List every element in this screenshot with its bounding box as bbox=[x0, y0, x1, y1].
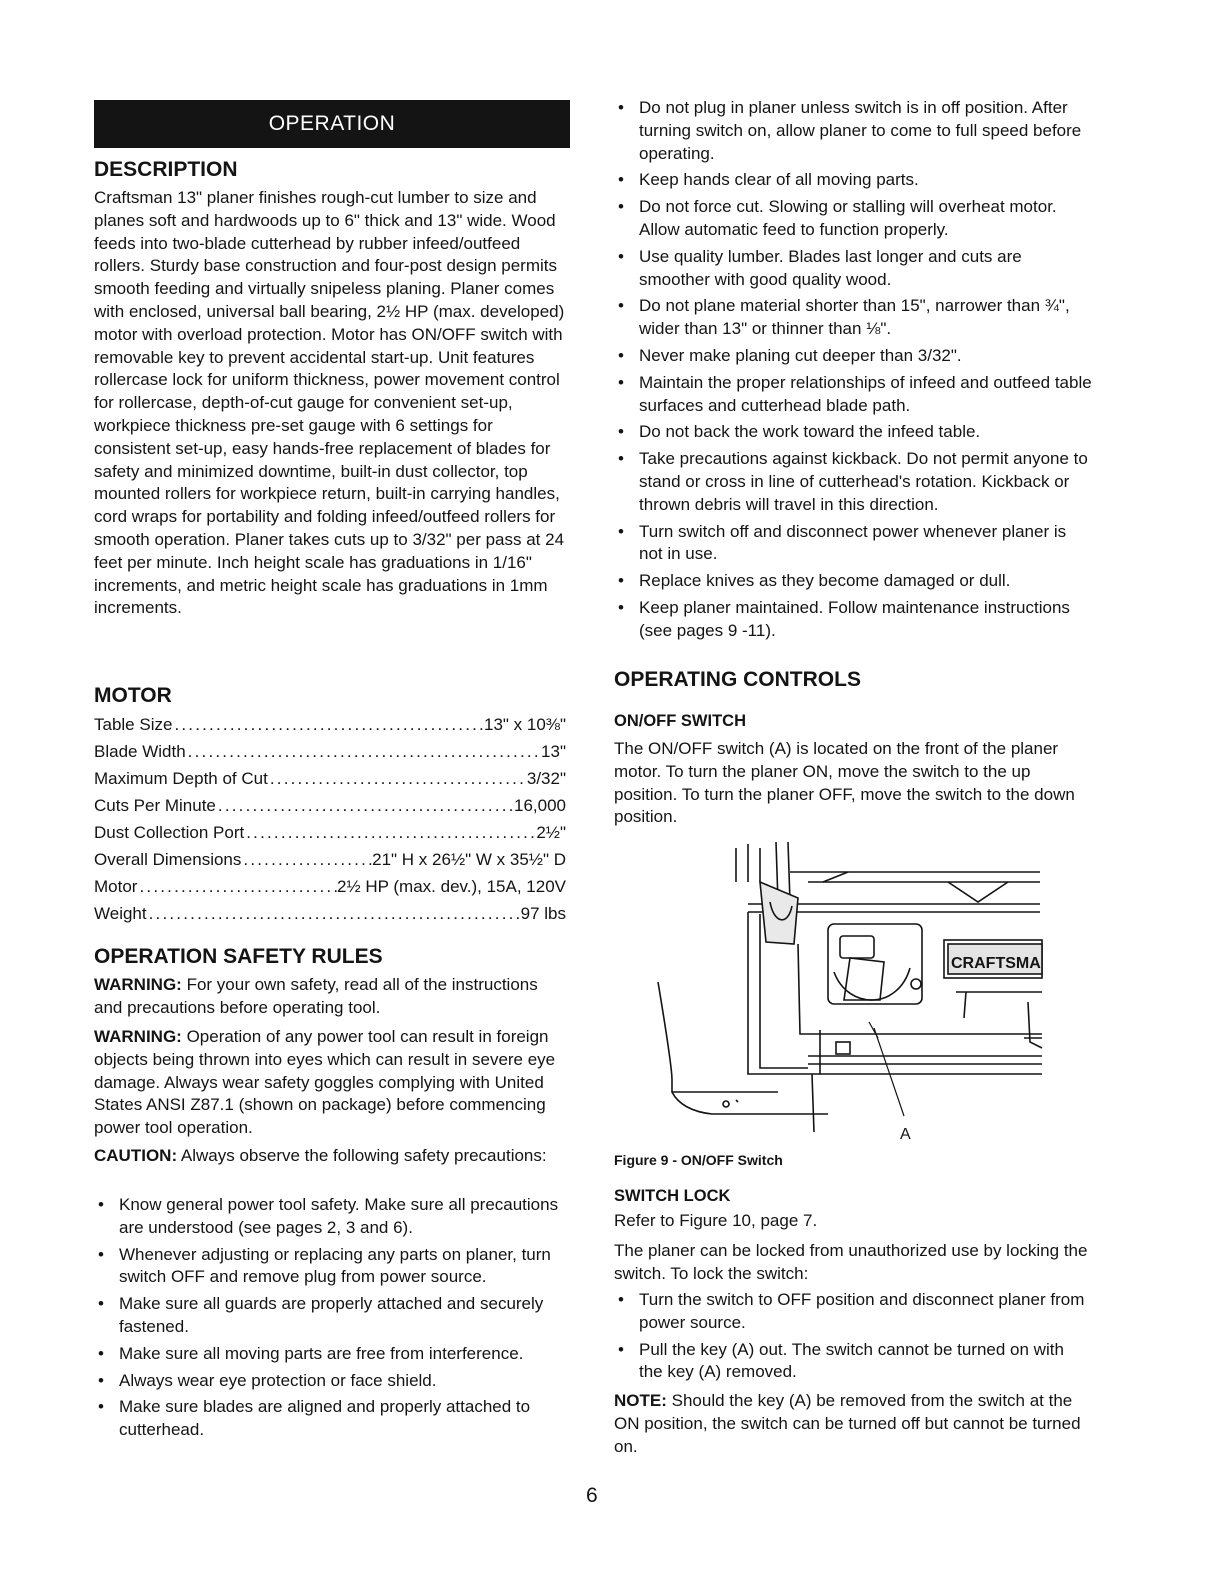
list-item: • Make sure all moving parts are free from interference. bbox=[94, 1343, 570, 1366]
warning-text: For your own safety, read all of the instructions and precautions before operating tool. bbox=[94, 975, 538, 1017]
onoff-heading: ON/OFF SWITCH bbox=[614, 712, 746, 730]
spec-value: 3/32" bbox=[526, 769, 566, 788]
list-item: • Know general power tool safety. Make sure all precautions are understood (see pages 2, 3 and 6). bbox=[94, 1194, 570, 1240]
spec-value: 97 lbs bbox=[520, 904, 566, 923]
spec-row bbox=[94, 819, 566, 846]
warning-label: WARNING: bbox=[94, 1027, 182, 1046]
spec-label: Overall Dimensions bbox=[94, 850, 242, 869]
onoff-text: The ON/OFF switch (A) is located on the front of the planer motor. To turn the planer ON, move the switch to the up position. To turn the planer OFF, move the switch to the down position. bbox=[614, 739, 1075, 827]
page-number: 6 bbox=[586, 1484, 598, 1507]
warning-1 bbox=[94, 974, 564, 1020]
caution-label: CAUTION: bbox=[94, 1146, 178, 1165]
switch-lock-heading: SWITCH LOCK bbox=[614, 1187, 731, 1205]
controls-heading: OPERATING CONTROLS bbox=[614, 668, 861, 691]
spec-label: Motor bbox=[94, 877, 138, 896]
list-item: • Always wear eye protection or face shield. bbox=[94, 1370, 570, 1393]
safety-rules-left bbox=[94, 1194, 570, 1446]
list-item: • Keep hands clear of all moving parts. bbox=[614, 169, 1092, 192]
list-item: • Never make planing cut deeper than 3/32". bbox=[614, 345, 1092, 368]
spec-value: 13" bbox=[541, 742, 566, 761]
list-item: • Whenever adjusting or replacing any parts on planer, turn switch OFF and remove plug from power source. bbox=[94, 1244, 570, 1290]
spec-row bbox=[94, 900, 566, 927]
warning-label: WARNING: bbox=[94, 975, 182, 994]
motor-heading: MOTOR bbox=[94, 684, 172, 707]
leader-dots bbox=[147, 900, 521, 927]
list-item: • Take precautions against kickback. Do not permit anyone to stand or cross in line of cutterhead's rotation. Kickback or thrown debris will travel in this direction. bbox=[614, 448, 1092, 516]
list-item: • Do not force cut. Slowing or stalling will overheat motor. Allow automatic feed to function properly. bbox=[614, 196, 1092, 242]
figure-onoff-switch bbox=[648, 842, 1048, 1142]
figure-brand-text: CRAFTSMA bbox=[951, 955, 1041, 972]
description-heading: DESCRIPTION bbox=[94, 158, 238, 181]
safety-rules-right bbox=[614, 97, 1092, 647]
spec-row bbox=[94, 738, 566, 765]
caution bbox=[94, 1145, 564, 1168]
note bbox=[614, 1390, 1084, 1458]
spec-label: Blade Width bbox=[94, 742, 186, 761]
leader-dots bbox=[241, 846, 372, 873]
spec-value: 16,000 bbox=[514, 796, 566, 815]
list-item: • Turn the switch to OFF position and disconnect planer from power source. bbox=[614, 1289, 1092, 1335]
list-item: • Use quality lumber. Blades last longer and cuts are smoother with good quality wood. bbox=[614, 246, 1092, 292]
spec-value: 13" x 10⅜" bbox=[483, 715, 566, 734]
spec-row bbox=[94, 792, 566, 819]
leader-dots bbox=[186, 738, 541, 765]
list-item: • Replace knives as they become damaged or dull. bbox=[614, 570, 1092, 593]
spec-value: 2½" bbox=[536, 823, 566, 842]
list-item: • Pull the key (A) out. The switch cannot be turned on with the key (A) removed. bbox=[614, 1339, 1092, 1385]
spec-row bbox=[94, 711, 566, 738]
leader-dots bbox=[137, 873, 337, 900]
spec-label: Cuts Per Minute bbox=[94, 796, 216, 815]
leader-dots bbox=[216, 792, 514, 819]
figure-label-a: A bbox=[900, 1126, 911, 1142]
caution-text: Always observe the following safety precautions: bbox=[180, 1146, 547, 1165]
warning-2 bbox=[94, 1026, 564, 1140]
spec-label: Dust Collection Port bbox=[94, 823, 245, 842]
spec-value: 21" H x 26½" W x 35½" D bbox=[372, 850, 566, 869]
spec-value: 2½ HP (max. dev.), 15A, 120V bbox=[337, 877, 566, 896]
switch-lock-intro: The planer can be locked from unauthorized use by locking the switch. To lock the switch: bbox=[614, 1241, 1088, 1283]
leader-dots bbox=[172, 711, 484, 738]
section-banner: OPERATION bbox=[94, 100, 570, 148]
spec-row bbox=[94, 765, 566, 792]
figure-caption: Figure 9 - ON/OFF Switch bbox=[614, 1152, 783, 1168]
list-item: • Turn switch off and disconnect power whenever planer is not in use. bbox=[614, 521, 1092, 567]
list-item: • Do not back the work toward the infeed table. bbox=[614, 421, 1092, 444]
list-item: • Make sure all guards are properly attached and securely fastened. bbox=[94, 1293, 570, 1339]
note-text: Should the key (A) be removed from the switch at the ON position, the switch can be turned off but cannot be turned on. bbox=[614, 1391, 1081, 1456]
leader-dots bbox=[244, 819, 536, 846]
switch-lock-steps bbox=[614, 1289, 1092, 1388]
list-item: • Do not plane material shorter than 15", narrower than ¾", wider than 13" or thinner than ⅛". bbox=[614, 295, 1092, 341]
safety-heading: OPERATION SAFETY RULES bbox=[94, 945, 383, 968]
spec-label: Table Size bbox=[94, 715, 173, 734]
leader-dots bbox=[268, 765, 527, 792]
spec-label: Weight bbox=[94, 904, 147, 923]
note-label: NOTE: bbox=[614, 1391, 667, 1410]
spec-label: Maximum Depth of Cut bbox=[94, 769, 268, 788]
spec-row bbox=[94, 846, 566, 873]
list-item: • Maintain the proper relationships of infeed and outfeed table surfaces and cutterhead blade path. bbox=[614, 372, 1092, 418]
list-item: • Do not plug in planer unless switch is in off position. After turning switch on, allow planer to come to full speed before operating. bbox=[614, 97, 1092, 165]
list-item: • Make sure blades are aligned and properly attached to cutterhead. bbox=[94, 1396, 570, 1442]
switch-lock-reference: Refer to Figure 10, page 7. bbox=[614, 1211, 818, 1230]
spec-row bbox=[94, 873, 566, 900]
warning-text: Operation of any power tool can result in foreign objects being thrown into eyes which can result in severe eye damage. Always wear safety goggles complying with United States ANSI Z87.1 (shown on package) before commencing power tool operation. bbox=[94, 1027, 556, 1138]
description-text: Craftsman 13" planer finishes rough-cut lumber to size and planes soft and hardwoods up to 6" thick and 13" wide. Wood feeds into two-blade cutterhead by rubber infeed/outfeed rollers. Sturdy base construction and four-post design permits smooth feeding and virtually snipeless planing. Planer comes with enclosed, universal ball bearing, 2½ HP (max. developed) motor with overload protection. Motor has ON/OFF switch with removable key to prevent accidental start-up. Unit features rollercase lock for uniform thickness, power movement control for rollercase, depth-of-cut gauge for convenient set-up, workpiece thickness pre-set gauge with 6 settings for consistent set-up, easy hands-free replacement of blades for safety and minimized downtime, built-in dust collector, top mounted rollers for workpiece return, built-in carrying handles, cord wraps for portability and folding infeed/outfeed rollers for smooth operation. Planer takes cuts up to 3/32" per pass at 24 feet per minute. Inch height scale has graduations in 1/16" increments, and metric height scale has graduations in 1mm increments. bbox=[94, 188, 565, 618]
list-item: • Keep planer maintained. Follow maintenance instructions (see pages 9 -11). bbox=[614, 597, 1092, 643]
